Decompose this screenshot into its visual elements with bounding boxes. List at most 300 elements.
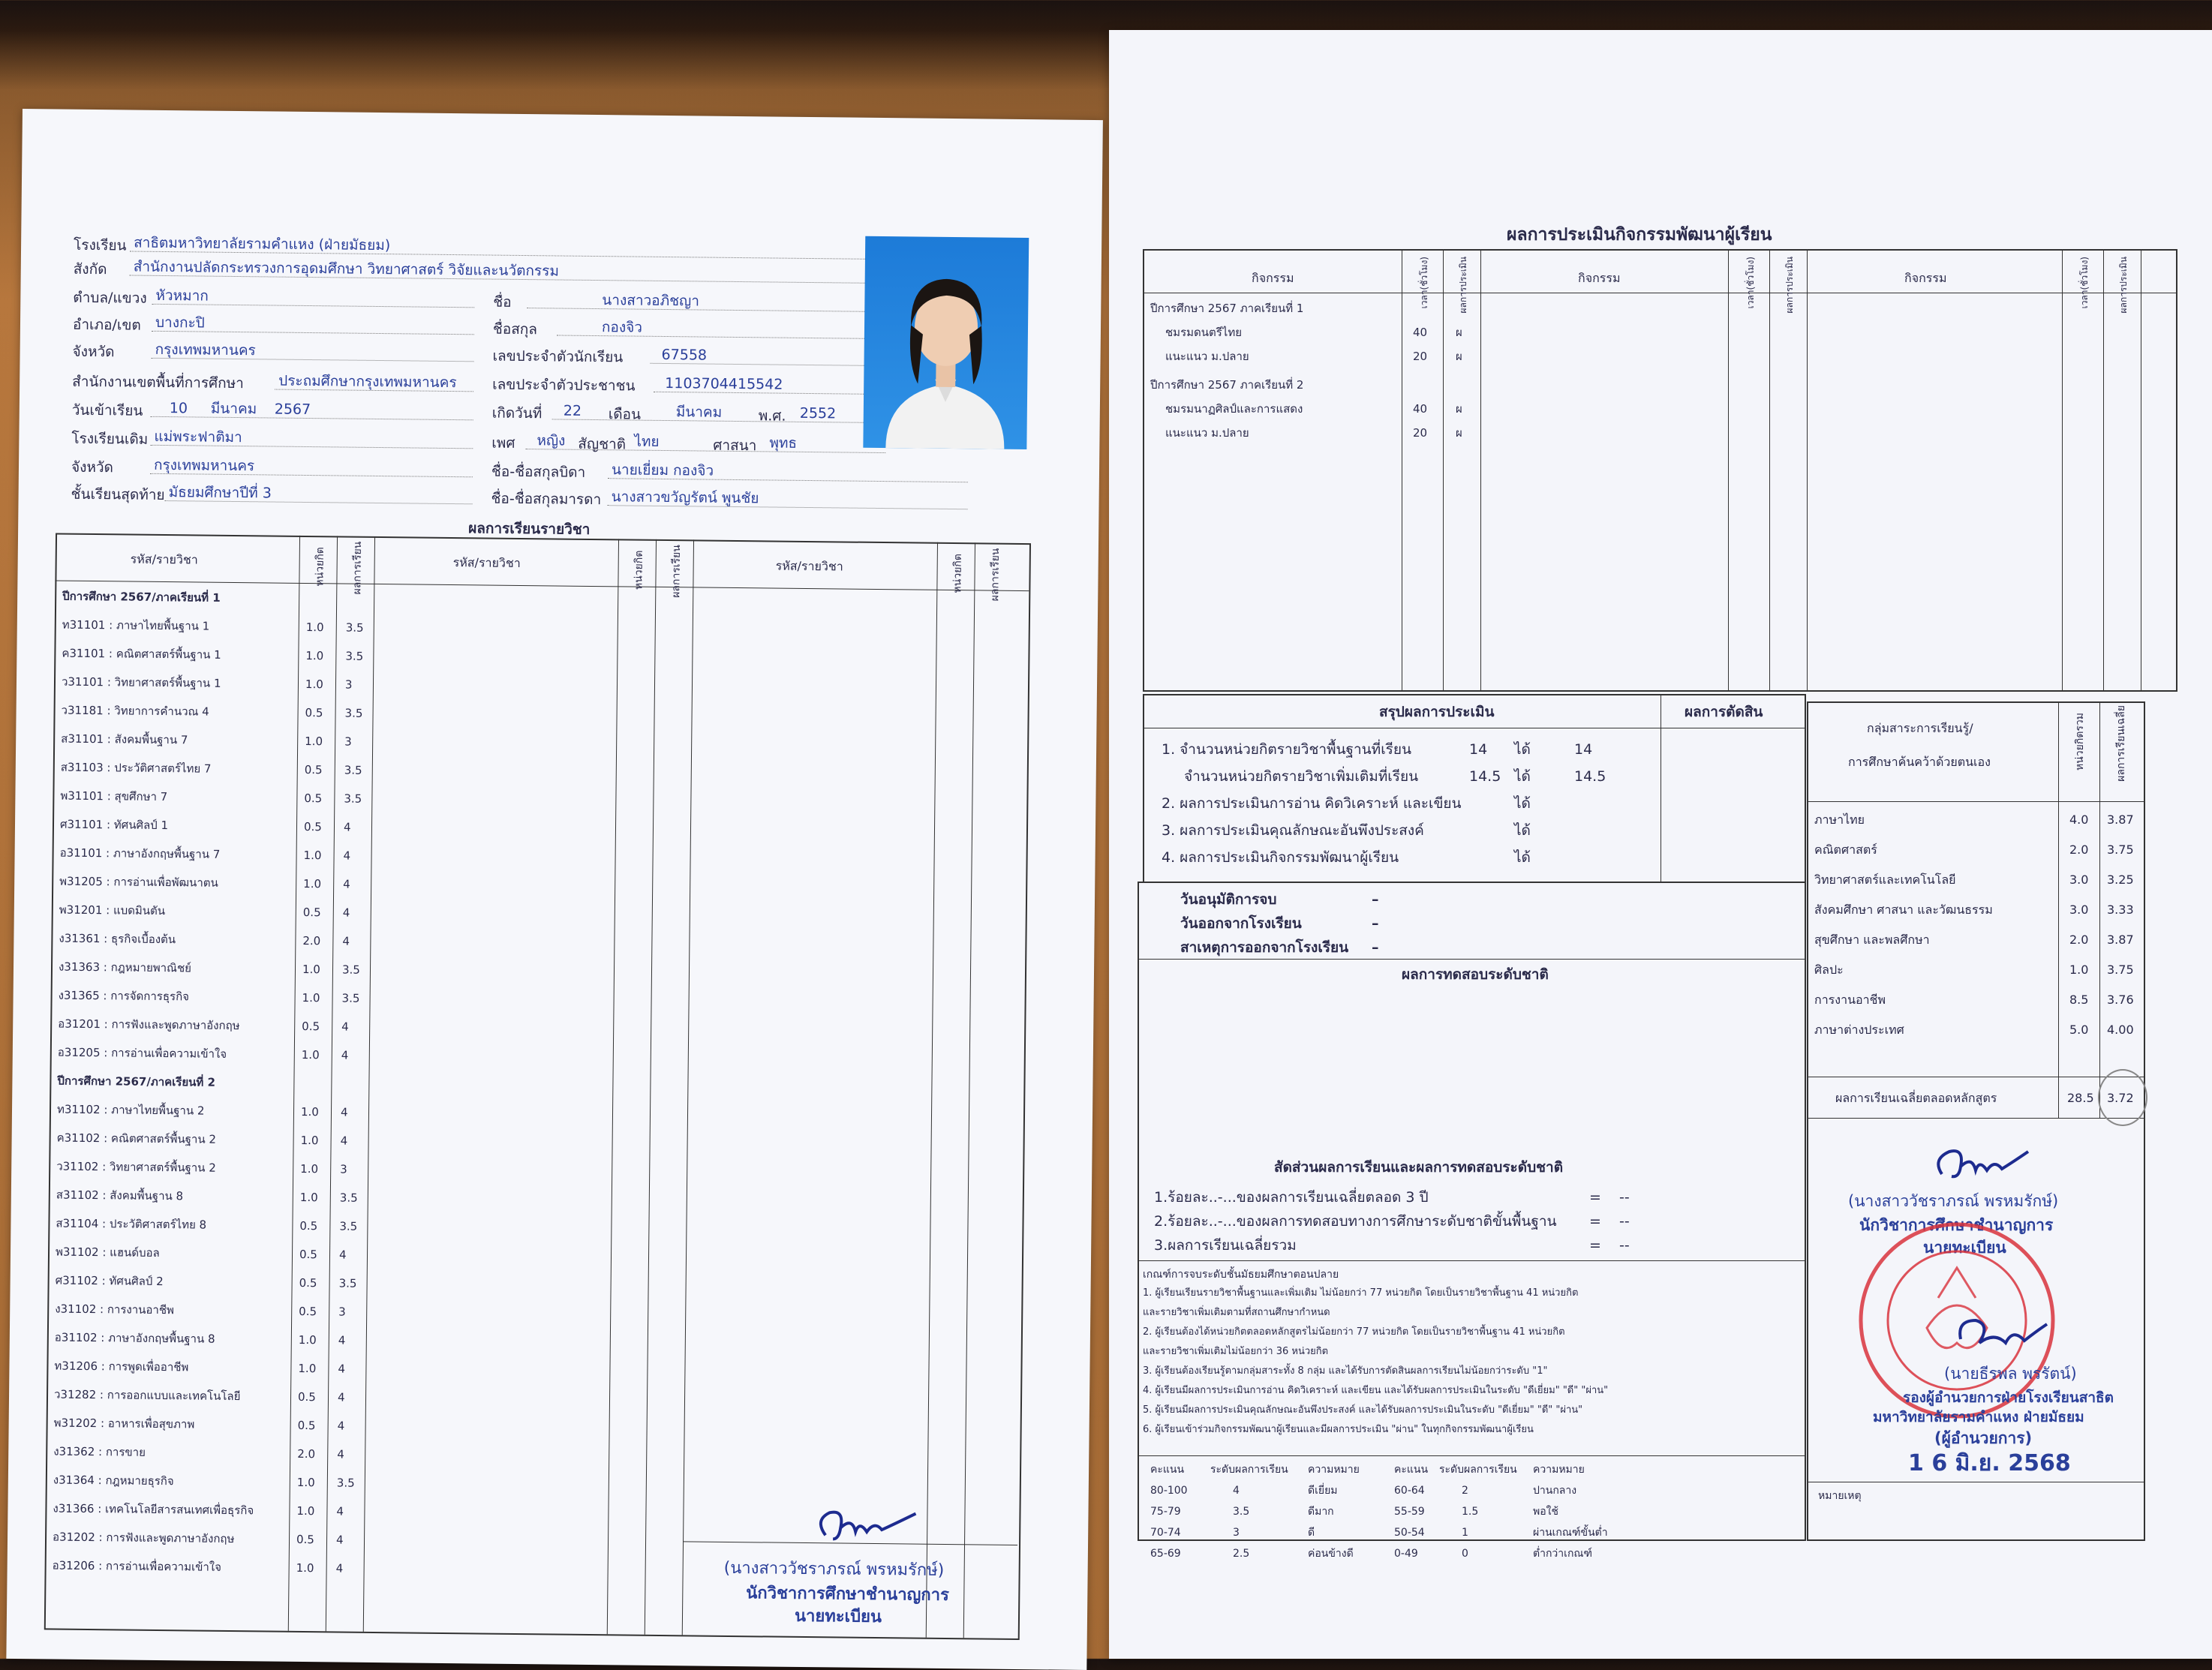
birth-month: มีนาคม [675,404,723,421]
criteria-line: และรายวิชาเพิ่มเติมไม่น้อยกว่า 36 หน่วยกิต [1143,1346,1329,1357]
subject-grade: 4 [341,1048,349,1062]
activity-name: ชมรมดนตรีไทย [1165,326,1243,339]
gpa-circle-mark [2098,1069,2147,1126]
date-field-value: – [1372,915,1379,932]
registrar-role: นายทะเบียน [794,1606,882,1627]
date-field-value: – [1372,891,1379,908]
signer1-position: นักวิชาการศึกษาชำนาญการ [1859,1216,2054,1234]
scale-cell: ค่อนข้างดี [1308,1548,1354,1560]
scale-cell: 80-100 [1150,1485,1188,1497]
subject-name: อ31101 : ภาษาอังกฤษพื้นฐาน 7 [59,846,221,861]
subject-name: ง31362 : การขาย [53,1444,146,1459]
birth-month-label: เดือน [608,406,642,423]
summary-got-label: ได้ [1514,741,1531,758]
criteria-line: 1. ผู้เรียนเรียนรายวิชาพื้นฐานและเพิ่มเติม ไม่น้อยกว่า 77 หน่วยกิต โดยเป็นรายวิชาพื้นฐาน 41 หน่วยกิต [1143,1287,1579,1299]
subject-credit: 1.0 [300,1161,319,1176]
col-result-1: ผลการประเมิน [1458,257,1468,314]
subject-group-credits: 1.0 [2069,963,2089,977]
subject-credit: 0.5 [299,1218,318,1233]
subject-group-name: การงานอาชีพ [1814,993,1886,1007]
summary-item: จำนวนหน่วยกิตรายวิชาเพิ่มเติมที่เรียน [1184,768,1419,785]
scale-cell: 3.5 [1233,1506,1250,1518]
subject-group-credits: 2.0 [2069,933,2089,947]
subject-grade: 3.5 [336,1476,355,1490]
nationality-value: ไทย [634,433,660,450]
subject-name: ส31101 : สังคมพื้นฐาน 7 [61,731,188,747]
affiliation-value: สำนักงานปลัดกระทรวงการอุดมศึกษา วิทยาศาสตร์ วิจัยและนวัตกรรม [133,258,560,280]
subject-credit: 1.0 [298,1332,317,1347]
subject-name: ท31206 : การพูดเพื่ออาชีพ [54,1359,189,1374]
scale-cell: ดีเยี่ยม [1308,1485,1338,1497]
subject-grade: 4 [338,1362,346,1376]
ratio-equals: = [1589,1237,1601,1254]
subject-credit: 1.0 [305,648,324,663]
date-field-value: – [1372,939,1379,956]
subject-grade: 4 [335,1533,344,1547]
subject-grade: 3.5 [338,1276,357,1290]
scale-header: คะแนน [1150,1464,1185,1476]
subdistrict-value: หัวหมาก [155,287,209,305]
subject-credit: 0.5 [297,1389,316,1404]
subject-credit: 1.0 [302,990,320,1005]
activity-result: ผ [1456,350,1462,363]
subject-credit: 0.5 [296,1532,315,1547]
scale-cell: 55-59 [1394,1506,1425,1518]
date-field-label: สาเหตุการออกจากโรงเรียน [1180,939,1349,956]
subject-name: ง31102 : การงานอาชีพ [55,1302,175,1317]
subject-group-gpa: 3.33 [2107,903,2134,917]
signer2-organization: มหาวิทยาลัยรามคำแหง ฝ่ายมัธยม [1873,1409,2084,1425]
student-id-label: เลขประจำตัวนักเรียน [492,347,624,366]
summary-item: 4. ผลการประเมินกิจกรรมพัฒนาผู้เรียน [1162,849,1399,866]
subject-credit: 0.5 [299,1275,317,1290]
subject-grade: 4 [337,1390,345,1404]
signer2-position: รองผู้อำนวยการฝ่ายโรงเรียนสาธิต [1903,1389,2114,1406]
subject-grade: 4 [337,1419,345,1433]
subject-grade: 3.5 [341,963,360,977]
subject-grade: 4 [338,1333,346,1347]
subject-grade: 4 [341,1020,349,1034]
ratio-item: 1.ร้อยละ..-...ของผลการเรียนเฉลี่ยตลอด 3 ปี [1154,1189,1429,1206]
activity-hours: 20 [1413,426,1428,440]
overall-gpa: 3.72 [2107,1091,2134,1105]
criteria-line: 3. ผู้เรียนต้องเรียนรู้ตามกลุ่มสาระทั้ง 8 กลุ่ม และได้รับการตัดสินผลการเรียนไม่น้อยกว่าระดับ "1" [1143,1365,1548,1377]
col-credit-2: หน่วยกิต [633,550,645,590]
subject-credit: 1.0 [302,962,320,977]
col-result-3: ผลการประเมิน [2118,257,2129,314]
subject-credit: 0.5 [305,705,323,720]
activity-result: ผ [1456,402,1462,416]
subject-credit: 1.0 [298,1361,317,1376]
subject-name: ว31282 : การออกแบบและเทคโนโลยี [53,1387,241,1404]
subject-group-credits: 8.5 [2069,993,2089,1007]
subject-name: ค31101 : คณิตศาสตร์พื้นฐาน 1 [62,646,221,662]
subject-grade: 4 [338,1248,347,1262]
subject-group-gpa: 4.00 [2107,1023,2134,1037]
subject-credit: 0.5 [304,762,323,777]
subject-credit: 2.0 [297,1446,316,1461]
prev-province-value: กรุงเทพมหานคร [153,456,255,475]
birth-year-label: พ.ศ. [758,407,786,425]
subject-credit: 1.0 [303,848,322,863]
subject-grade: 3.5 [344,791,362,806]
ratio-value: -- [1619,1189,1630,1206]
activity-name: ชมรมนาฏศิลป์และการแสดง [1165,402,1303,416]
col-grade-3: ผลการเรียน [989,548,1002,602]
subject-grade: 3 [338,1305,346,1319]
student-id-value: 67558 [661,346,708,364]
citizen-id-value: 1103704415542 [665,374,783,393]
criteria-line: 2. ผู้เรียนต้องได้หน่วยกิตตลอดหลักสูตรไม่น้อยกว่า 77 หน่วยกิต โดยเป็นรายวิชาพื้นฐาน 41 หน่วยกิต [1143,1326,1565,1338]
subject-group-name: คณิตศาสตร์ [1814,843,1877,857]
subject-grade: 4 [343,877,350,891]
subject-group-credits: 2.0 [2069,843,2089,857]
col-credit-3: หน่วยกิต [951,554,964,593]
scale-header: ความหมาย [1308,1464,1360,1476]
subject-group-name: สุขศึกษา และพลศึกษา [1814,933,1930,947]
criteria-line: 4. ผู้เรียนมีผลการประเมินการอ่าน คิดวิเคราะห์ และเขียน และได้รับผลการประเมินในระดับ "ดีเยี่ยม" "ดี" "ผ่าน" [1143,1385,1609,1396]
scale-cell: ดี [1308,1527,1315,1539]
father-value: นายเยี่ยม กองจิว [611,461,714,479]
subject-name: ง31364 : กฎหมายธุรกิจ [53,1473,174,1488]
sex-label: เพศ [491,434,515,452]
overall-label: ผลการเรียนเฉลี่ยตลอดหลักสูตร [1835,1091,1997,1105]
subject-name: ค31102 : คณิตศาสตร์พื้นฐาน 2 [56,1131,217,1146]
summary-got-label: ได้ [1514,822,1531,839]
col-subject-3: รหัส/รายวิชา [775,558,843,574]
col-subject-2: รหัส/รายวิชา [452,555,521,570]
subject-group-credits: 3.0 [2069,873,2089,887]
col-subject-1: รหัส/รายวิชา [130,551,198,567]
scale-cell: 70-74 [1150,1527,1181,1539]
col-activity-1: กิจกรรม [1252,271,1294,285]
date-field-label: วันออกจากโรงเรียน [1180,915,1302,932]
subject-name: พ31202 : อาหารเพื่อสุขภาพ [53,1416,195,1431]
summary-got-label: ได้ [1514,795,1531,812]
subject-credit: 1.0 [303,876,322,891]
subject-credit: 0.5 [303,819,322,834]
subject-credit: 1.0 [300,1133,319,1148]
religion-value: พุทธ [769,434,798,452]
scale-cell: 3 [1233,1527,1240,1539]
ratio-item: 2.ร้อยละ..-...ของผลการทดสอบทางการศึกษาระดับชาติขั้นพื้นฐาน [1154,1213,1557,1230]
subject-group-gpa: 3.75 [2107,963,2134,977]
province-value: กรุงเทพมหานคร [155,341,256,359]
subject-name: อ31102 : ภาษาอังกฤษพื้นฐาน 8 [54,1330,215,1346]
enroll-date-label: วันเข้าเรียน [71,401,143,419]
subject-name: อ31201 : การฟังและพูดภาษาอังกฤษ [58,1017,240,1033]
subject-name: พ31205 : การอ่านเพื่อพัฒนาตน [59,874,218,890]
subject-group-name: สังคมศึกษา ศาสนา และวัฒนธรรม [1814,903,1993,917]
subject-name: ว31102 : วิทยาศาสตร์พื้นฐาน 2 [56,1159,216,1175]
summary-credits-studied: 14.5 [1469,768,1501,785]
scale-cell: 1 [1462,1527,1468,1539]
edu-area-label: สำนักงานเขตพื้นที่การศึกษา [72,373,244,392]
subject-grade: 3 [340,1162,347,1176]
subject-name: ง31366 : เทคโนโลยีสารสนเทศเพื่อธุรกิจ [53,1501,254,1518]
activity-name: แนะแนว ม.ปลาย [1165,350,1249,363]
subject-group-gpa: 3.25 [2107,873,2134,887]
col-hours-2: เวลา(ชั่วโมง) [1745,257,1756,309]
registrar-signature [810,1497,931,1551]
birth-year: 2552 [799,404,837,422]
subject-credit: 1.0 [301,1047,320,1062]
subject-credit: 1.0 [296,1560,314,1575]
subject-credit: 1.0 [305,677,323,692]
ratio-equals: = [1589,1213,1601,1230]
col-result-2: ผลการประเมิน [1784,257,1795,314]
district-label: อำเภอ/เขต [72,316,141,334]
subject-grade: 3.5 [339,1219,358,1233]
term-heading: ปีการศึกษา 2567/ภาคเรียนที่ 1 [62,589,221,605]
subject-name: ท31101 : ภาษาไทยพื้นฐาน 1 [62,617,210,633]
groups-title-line2: การศึกษาค้นคว้าด้วยตนเอง [1848,755,1991,769]
enroll-month: มีนาคม [210,400,257,418]
remark-label: หมายเหตุ [1818,1490,1862,1502]
surname-label: ชื่อสกุล [492,320,538,338]
signer1-name: (นางสาววัชราภรณ์ พรหมรักษ์) [1848,1192,2059,1210]
scale-cell: 1.5 [1462,1506,1479,1518]
subject-name: อ31202 : การฟังและพูดภาษาอังกฤษ [52,1530,235,1546]
ratio-title: สัดส่วนผลการเรียนและผลการทดสอบระดับชาติ [1274,1159,1564,1176]
activity-table [1143,249,2177,692]
father-label: ชื่อ-ชื่อสกุลบิดา [491,463,586,481]
criteria-line: 6. ผู้เรียนเข้าร่วมกิจกรรมพัฒนาผู้เรียนและมีผลการประเมิน "ผ่าน" ในทุกกิจกรรมพัฒนาผู้เรียน [1143,1424,1534,1435]
student-photo [863,236,1029,449]
subject-name: ง31361 : ธุรกิจเบื้องต้น [59,931,176,947]
groups-title-line1: กลุ่มสาระการเรียนรู้/ [1867,721,1973,735]
results-title: ผลการเรียนรายวิชา [468,520,591,538]
date-stamp: 1 6 มิ.ย. 2568 [1908,1450,2071,1476]
signer2-role: (ผู้อำนวยการ) [1934,1429,2033,1447]
subject-group-name: ภาษาต่างประเทศ [1814,1023,1904,1037]
col-average: ผลการเรียนเฉลี่ย [2115,705,2127,782]
registrar-name: (นางสาววัชราภรณ์ พรหมรักษ์) [723,1558,945,1580]
subject-credit: 0.5 [297,1418,316,1433]
scale-cell: ปานกลาง [1533,1485,1577,1497]
ratio-value: -- [1619,1213,1630,1230]
birth-day: 22 [563,402,582,419]
subject-credit: 2.0 [302,933,321,948]
summary-credits-earned: 14.5 [1574,768,1606,785]
term-heading: ปีการศึกษา 2567/ภาคเรียนที่ 2 [57,1074,216,1089]
scale-header: ระดับผลการเรียน [1439,1464,1517,1476]
subject-group-name: ภาษาไทย [1814,812,1865,827]
subject-name: ศ31102 : ทัศนศิลป์ 2 [55,1273,164,1289]
summary-got-label: ได้ [1514,849,1531,866]
subject-name: พ31102 : แฮนด์บอล [55,1245,160,1260]
subject-grade: 4 [342,906,350,920]
criteria-title: เกณฑ์การจบระดับชั้นมัธยมศึกษาตอนปลาย [1143,1269,1339,1281]
col-grade-1: ผลการเรียน [351,541,364,595]
activity-term-heading: ปีการศึกษา 2567 ภาคเรียนที่ 1 [1150,302,1304,315]
last-level-label: ชั้นเรียนสุดท้าย [71,485,165,504]
subject-grade: 3 [344,734,352,749]
activity-result: ผ [1456,326,1462,339]
birth-date-label: เกิดวันที่ [491,404,542,422]
subject-name: ส31102 : สังคมพื้นฐาน 8 [56,1188,184,1203]
scale-cell: 2.5 [1233,1548,1250,1560]
activity-name: แนะแนว ม.ปลาย [1165,426,1249,440]
col-activity-3: กิจกรรม [1904,271,1947,285]
activity-hours: 20 [1413,350,1428,363]
col-grade-2: ผลการเรียน [670,545,683,598]
subject-grade: 4 [342,934,350,948]
subject-grade: 4 [340,1134,348,1148]
signature-2 [1949,1309,2054,1362]
subject-credit: 1.0 [296,1503,315,1518]
scale-cell: ดีมาก [1308,1506,1334,1518]
subject-credit: 0.5 [299,1304,317,1319]
subject-name: ส31104 : ประวัติศาสตร์ไทย 8 [56,1216,207,1232]
activity-title: ผลการประเมินกิจกรรมพัฒนาผู้เรียน [1507,225,1772,245]
subject-group-name: วิทยาศาสตร์และเทคโนโลยี [1814,873,1956,887]
enroll-year: 2567 [274,401,311,419]
subject-grade: 3.5 [345,620,364,635]
subject-grade: 4 [343,849,351,863]
affiliation-label: สังกัด [73,260,107,278]
surname-value: กองจิว [601,319,643,336]
date-field-label: วันอนุมัติการจบ [1180,891,1277,908]
ratio-equals: = [1589,1189,1601,1206]
scale-cell: 60-64 [1394,1485,1425,1497]
subject-grade: 4 [340,1105,348,1119]
scale-cell: ผ่านเกณฑ์ขั้นต่ำ [1533,1527,1608,1539]
signer1-role: นายทะเบียน [1923,1239,2006,1257]
subject-credit: 0.5 [302,905,321,920]
signature-1 [1931,1140,2036,1193]
edu-area-value: ประถมศึกษากรุงเทพมหานคร [278,372,457,392]
subject-group-gpa: 3.75 [2107,843,2134,857]
transcript-page-1 [6,109,1103,1670]
subject-credit: 1.0 [305,620,324,635]
decision-title: ผลการตัดสิน [1685,704,1763,720]
prev-school-label: โรงเรียนเดิม [71,430,149,448]
scale-cell: 75-79 [1150,1506,1181,1518]
subject-grade: 4 [335,1561,344,1575]
subject-grade: 3.5 [344,706,363,720]
transcript-page-2 [1109,30,2212,1659]
subject-credit: 1.0 [300,1104,319,1119]
national-test-title: ผลการทดสอบระดับชาติ [1402,966,1549,983]
school-label: โรงเรียน [73,236,127,254]
subject-group-credits: 3.0 [2069,903,2089,917]
subject-credit: 1.0 [299,1190,318,1205]
subject-credit: 0.5 [304,791,323,806]
ratio-value: -- [1619,1237,1630,1254]
subject-group-credits: 4.0 [2069,812,2089,827]
subject-grade: 3.5 [344,763,362,777]
prev-school-value: แม่พระฟาติมา [154,428,242,446]
summary-credits-earned: 14 [1574,741,1593,758]
ratio-item: 3.ผลการเรียนเฉลี่ยรวม [1154,1237,1297,1254]
subject-name: อ31206 : การอ่านเพื่อความเข้าใจ [52,1558,222,1574]
mother-label: ชื่อ-ชื่อสกุลมารดา [491,490,602,509]
activity-result: ผ [1456,426,1462,440]
signer2-name: (นายธีรพล พรรัตน์) [1944,1365,2077,1383]
subject-name: พ31101 : สุขศึกษา 7 [60,788,168,804]
scale-cell: 2 [1462,1485,1468,1497]
scale-header: ความหมาย [1533,1464,1585,1476]
scale-cell: 65-69 [1150,1548,1181,1560]
subject-grade: 3.5 [339,1191,358,1205]
subject-name: ง31363 : กฎหมายพาณิชย์ [58,960,192,975]
subject-grade: 4 [343,820,351,834]
subject-group-gpa: 3.87 [2107,812,2134,827]
sex-value: หญิง [536,432,566,449]
scale-cell: 0 [1462,1548,1468,1560]
criteria-line: และรายวิชาเพิ่มเติมตามที่สถานศึกษากำหนด [1143,1307,1330,1318]
summary-got-label: ได้ [1514,768,1531,785]
col-credit-1: หน่วยกิต [314,547,326,587]
summary-item: 3. ผลการประเมินคุณลักษณะอันพึงประสงค์ [1162,822,1424,839]
scale-cell: 4 [1233,1485,1240,1497]
enroll-day: 10 [169,400,188,417]
subject-credit: 1.0 [305,734,323,749]
scale-cell: 50-54 [1394,1527,1425,1539]
subject-credit: 0.5 [302,1019,320,1034]
subject-name: ว31181 : วิทยาการคำนวณ 4 [61,703,209,719]
col-hours-3: เวลา(ชั่วโมง) [2079,257,2090,309]
religion-label: ศาสนา [713,437,757,455]
nationality-label: สัญชาติ [578,435,627,453]
subject-grade: 3.5 [345,649,364,663]
subject-name: พ31201 : แบดมินตัน [59,903,166,918]
col-hours-1: เวลา(ชั่วโมง) [1419,257,1429,309]
subject-grade: 3.5 [341,991,360,1005]
subject-name: ส31103 : ประวัติศาสตร์ไทย 7 [60,760,212,776]
registrar-position: นักวิชาการศึกษาชำนาญการ [746,1584,949,1605]
name-label: ชื่อ [493,293,512,311]
summary-item: 1. จำนวนหน่วยกิตรายวิชาพื้นฐานที่เรียน [1162,741,1412,758]
subject-grade: 3 [344,677,353,692]
subject-name: ง31365 : การจัดการธุรกิจ [58,988,190,1004]
col-total-credits: หน่วยกิตรวม [2074,713,2086,771]
overall-credits: 28.5 [2067,1091,2094,1105]
subject-grade: 4 [336,1504,344,1518]
summary-title: สรุปผลการประเมิน [1379,704,1495,720]
mother-value: นางสาวขวัญรัตน์ พูนชัย [611,488,759,507]
subject-group-gpa: 3.76 [2107,993,2134,1007]
subject-name: ว31101 : วิทยาศาสตร์พื้นฐาน 1 [61,674,221,690]
scale-cell: ต่ำกว่าเกณฑ์ [1533,1548,1593,1560]
last-level-value: มัธยมศึกษาปีที่ 3 [168,484,272,502]
subject-group-name: ศิลปะ [1814,963,1844,977]
col-activity-2: กิจกรรม [1578,271,1621,285]
criteria-line: 5. ผู้เรียนมีผลการประเมินคุณลักษณะอันพึงประสงค์ และได้รับผลการประเมินในระดับ "ดีเยี่ยม" "ดี" "ผ่าน" [1143,1404,1583,1416]
subject-name: ท31102 : ภาษาไทยพื้นฐาน 2 [56,1102,205,1118]
scale-header: ระดับผลการเรียน [1210,1464,1288,1476]
subject-name: อ31205 : การอ่านเพื่อความเข้าใจ [57,1045,227,1061]
prev-province-label: จังหวัด [71,458,114,476]
subject-credit: 0.5 [299,1247,317,1262]
subject-credit: 1.0 [296,1475,315,1490]
province-label: จังหวัด [72,343,115,361]
scale-header: คะแนน [1394,1464,1429,1476]
subdistrict-label: ตำบล/แขวง [73,289,147,307]
district-value: บางกะปิ [155,314,205,332]
summary-credits-studied: 14 [1469,741,1488,758]
activity-hours: 40 [1413,326,1428,339]
school-value: สาธิตมหาวิทยาลัยรามคำแหง (ฝ่ายมัธยม) [134,234,391,254]
citizen-id-label: เลขประจำตัวประชาชน [492,376,636,395]
name-value: นางสาวอภิชญา [602,292,700,310]
activity-hours: 40 [1413,402,1428,416]
summary-item: 2. ผลการประเมินการอ่าน คิดวิเคราะห์ และเขียน [1162,795,1462,812]
activity-term-heading: ปีการศึกษา 2567 ภาคเรียนที่ 2 [1150,378,1304,392]
subject-group-gpa: 3.87 [2107,933,2134,947]
subject-name: ศ31101 : ทัศนศิลป์ 1 [59,817,169,833]
